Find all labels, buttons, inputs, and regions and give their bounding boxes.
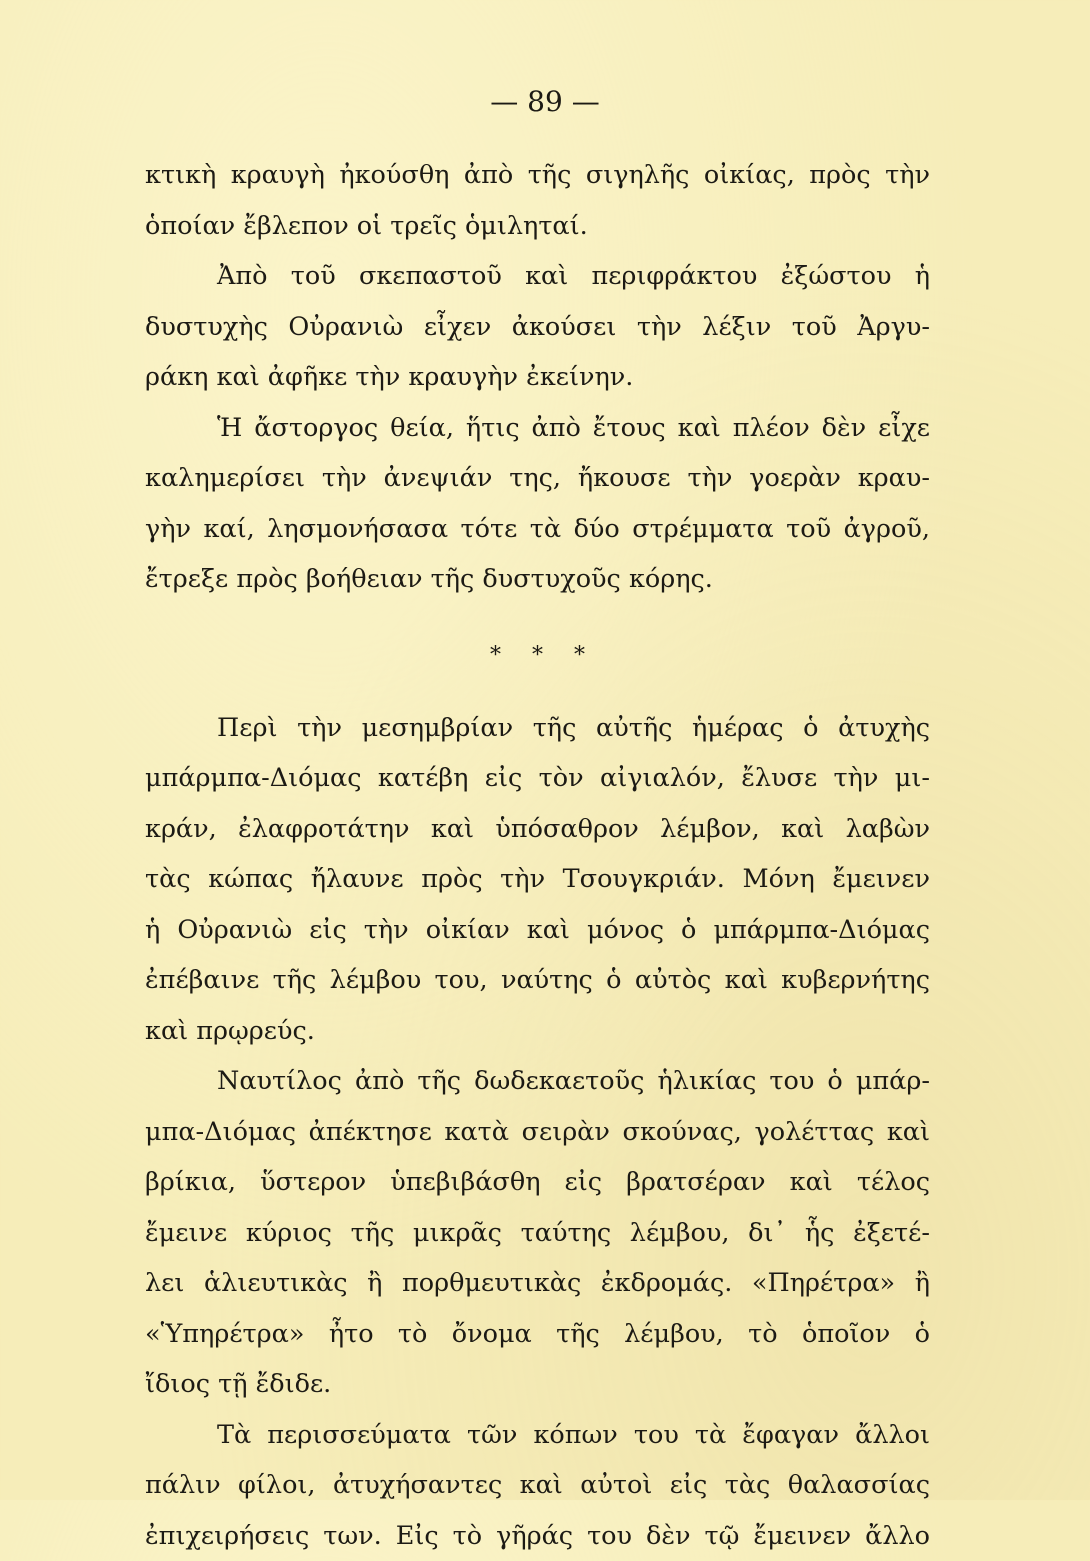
text-line: ἐπέβαινε τῆς λέμβου του, ναύτης ὁ αὐτὸς καὶ κυβερνήτης [145, 955, 930, 1006]
text-line: ἐπιχειρήσεις των. Εἰς τὸ γῆράς του δὲν τῷ ἔμεινεν ἄλλο [145, 1511, 930, 1561]
paragraph [145, 251, 930, 403]
paragraph [145, 703, 930, 1057]
text-line: κτικὴ κραυγὴ ἠκούσθη ἀπὸ τῆς σιγηλῆς οἰκίας, πρὸς τὴν [145, 150, 930, 201]
text-line: Ἡ ἄστοργος θεία, ἥτις ἀπὸ ἔτους καὶ πλέον δὲν εἶχε [145, 403, 930, 454]
page-number: — 89 — [0, 80, 1090, 124]
text-line: μπάρμπα-Διόμας κατέβη εἰς τὸν αἰγιαλόν, ἔλυσε τὴν μι- [145, 753, 930, 804]
text-line: πάλιν φίλοι, ἀτυχήσαντες καὶ αὐτοὶ εἰς τὰς θαλασσίας [145, 1460, 930, 1511]
text-line: Ἀπὸ τοῦ σκεπαστοῦ καὶ περιφράκτου ἐξώστου ἡ [145, 251, 930, 302]
text-line: τὰς κώπας ἤλαυνε πρὸς τὴν Τσουγκριάν. Μόνη ἔμεινεν [145, 854, 930, 905]
text-line: γὴν καί, λησμονήσασα τότε τὰ δύο στρέμματα τοῦ ἀγροῦ, [145, 504, 930, 555]
text-line: ράκη καὶ ἀφῆκε τὴν κραυγὴν ἐκείνην. [145, 352, 930, 403]
text-line: δυστυχὴς Οὐρανιὼ εἶχεν ἀκούσει τὴν λέξιν τοῦ Ἀργυ- [145, 302, 930, 353]
text-line: κράν, ἐλαφροτάτην καὶ ὑπόσαθρον λέμβον, καὶ λαβὼν [145, 804, 930, 855]
text-line: βρίκια, ὕστερον ὑπεβιβάσθη εἰς βρατσέραν καὶ τέλος [145, 1157, 930, 1208]
text-line: καλημερίσει τὴν ἀνεψιάν της, ἤκουσε τὴν γοερὰν κραυ- [145, 453, 930, 504]
text-line: ὁποίαν ἔβλεπον οἱ τρεῖς ὁμιληταί. [145, 201, 930, 252]
text-line: Ναυτίλος ἀπὸ τῆς δωδεκαετοῦς ἡλικίας του ὁ μπάρ- [145, 1056, 930, 1107]
text-line: μπα-Διόμας ἀπέκτησε κατὰ σειρὰν σκούνας, γολέττας καὶ [145, 1107, 930, 1158]
text-line: «Ὑπηρέτρα» ἦτο τὸ ὄνομα τῆς λέμβου, τὸ ὁποῖον ὁ [145, 1309, 930, 1360]
paragraph [145, 1410, 930, 1561]
paragraph-continuation [145, 150, 930, 251]
section-separator: * * * [145, 625, 930, 687]
text-line: ἔτρεξε πρὸς βοήθειαν τῆς δυστυχοῦς κόρης. [145, 554, 930, 605]
text-line: ἡ Οὐρανιὼ εἰς τὴν οἰκίαν καὶ μόνος ὁ μπάρμπα-Διόμας [145, 905, 930, 956]
text-line: λει ἁλιευτικὰς ἢ πορθμευτικὰς ἐκδρομάς. «Πηρέτρα» ἢ [145, 1258, 930, 1309]
body-text [145, 150, 930, 1561]
paragraph [145, 403, 930, 605]
text-line: ἔμεινε κύριος τῆς μικρᾶς ταύτης λέμβου, δι᾽ ἧς ἐξετέ- [145, 1208, 930, 1259]
text-line: ἴδιος τῇ ἔδιδε. [145, 1359, 930, 1410]
text-line: Περὶ τὴν μεσημβρίαν τῆς αὐτῆς ἡμέρας ὁ ἀτυχὴς [145, 703, 930, 754]
text-line: καὶ πρῳρεύς. [145, 1006, 930, 1057]
paragraph [145, 1056, 930, 1410]
text-line: Τὰ περισσεύματα τῶν κόπων του τὰ ἔφαγαν ἄλλοι [145, 1410, 930, 1461]
